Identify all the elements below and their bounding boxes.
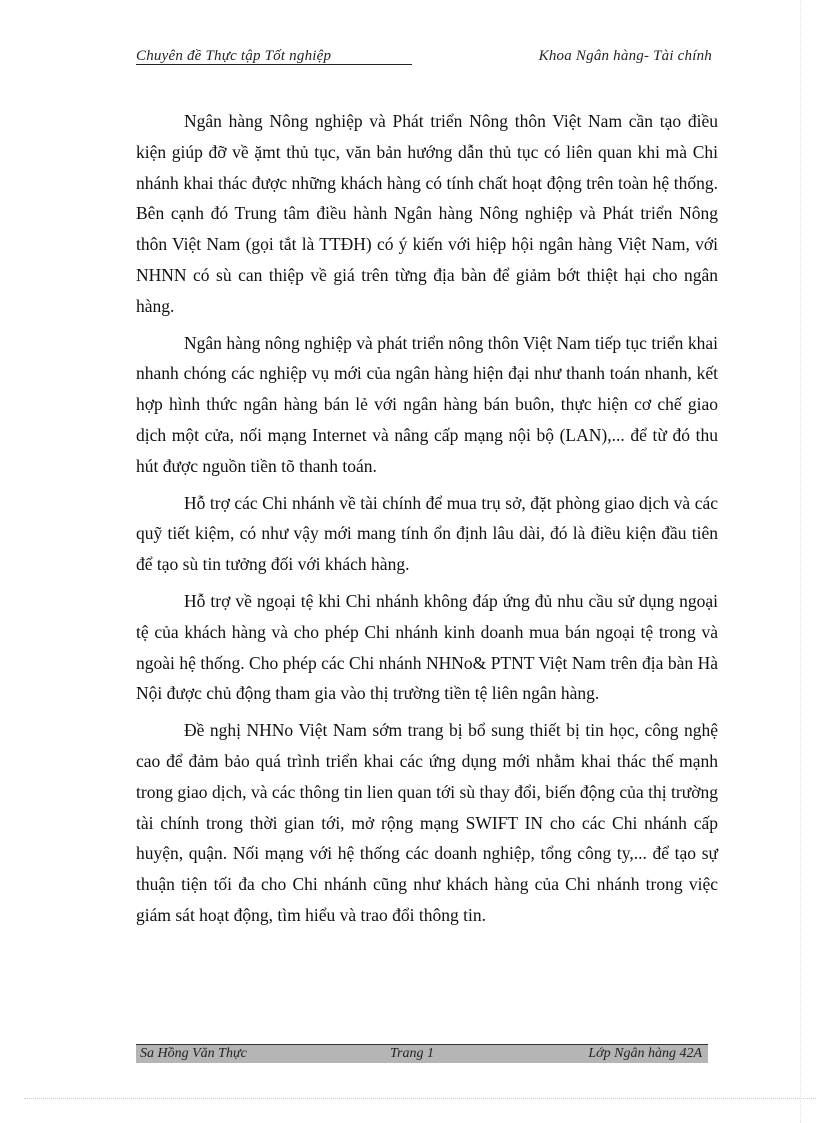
header-faculty: Khoa Ngân hàng- Tài chính — [538, 48, 712, 64]
header-underline — [136, 64, 412, 65]
paragraph-4: Hỗ trợ về ngoại tệ khi Chi nhánh không đáp ứng đủ nhu cầu sử dụng ngoại tệ của khách hàng và cho phép Chi nhánh kinh doanh mua bán ngoại tệ trong và ngoài hệ thống. Cho phép các Chi nhánh NHNo& PTNT Việt Nam trên địa bàn Hà Nội được chủ động tham gia vào thị trường tiền tệ liên ngân hàng. — [136, 590, 718, 704]
footer-author: Sa Hồng Văn Thực — [140, 1046, 247, 1061]
page-right-edge — [800, 0, 801, 1123]
page-header — [136, 44, 712, 72]
paragraph-5: Đề nghị NHNo Việt Nam sớm trang bị bổ sung thiết bị tin học, công nghệ cao để đảm bảo quá trình triển khai các ứng dụng mới nhằm khai thác thế mạnh trong giao dịch, và các thông tin lien quan tới sù thay đổi, biến động của thị trường tài chính trong thời gian tới, mở rộng mạng SWIFT IN cho các Chi nhánh cấp huyện, quận. Nối mạng với hệ thống các doanh nghiệp, tổng công ty,... để tạo sự thuận tiện tối đa cho Chi nhánh cũng như khách hàng của Chi nhánh trong việc giám sát hoạt động, tìm hiểu và trao đổi thông tin. — [136, 720, 718, 925]
header-thesis-title: Chuyên đề Thực tập Tốt nghiệp — [136, 48, 332, 64]
footer-page-number: Trang 1 — [390, 1046, 434, 1061]
page-footer — [136, 1044, 708, 1063]
paragraph-3: Hỗ trợ các Chi nhánh về tài chính để mua trụ sở, đặt phòng giao dịch và các quỹ tiết kiệm, có như vậy mới mang tính ổn định lâu dài, đó là điều kiện đầu tiên để tạo sù tin tưởng đối với khách hàng. — [136, 492, 718, 575]
body-text — [136, 106, 718, 937]
paragraph-1: Ngân hàng Nông nghiệp và Phát triển Nông thôn Việt Nam cần tạo điều kiện giúp đỡ về ặmt thủ tục, văn bản hướng dẫn thủ tục có liên quan khi mà Chi nhánh khai thác được những khách hàng có tính chất hoạt động trên toàn hệ thống. Bên cạnh đó Trung tâm điều hành Ngân hàng Nông nghiệp và Phát triển Nông thôn Việt Nam (gọi tắt là TTĐH) có ý kiến với hiệp hội ngân hàng Việt Nam, với NHNN có sù can thiệp về giá trên từng địa bàn để giảm bớt thiệt hại cho ngân hàng. — [136, 111, 718, 316]
footer-class: Lớp Ngân hàng 42A — [588, 1046, 702, 1061]
page-bottom-edge — [24, 1098, 816, 1099]
paragraph-2: Ngân hàng nông nghiệp và phát triển nông thôn Việt Nam tiếp tục triển khai nhanh chóng các nghiệp vụ mới của ngân hàng hiện đại như thanh toán nhanh, kết hợp hình thức ngân hàng bán lẻ với ngân hàng bán buôn, thực hiện cơ chế giao dịch một cửa, nối mạng Internet và nâng cấp mạng nội bộ (LAN),... để từ đó thu hút được nguồn tiền tõ thanh toán. — [136, 332, 718, 476]
